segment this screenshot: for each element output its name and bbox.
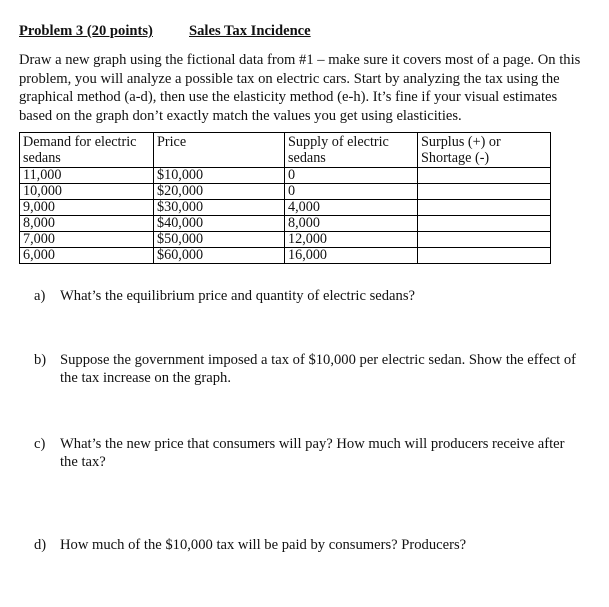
table-row (20, 200, 551, 216)
table-header-row (20, 133, 551, 168)
price-cell: $50,000 (154, 232, 285, 248)
intro-line: based on the graph don’t exactly match the values you get using elasticities. (19, 107, 462, 124)
demand-cell: 7,000 (20, 232, 154, 248)
problem-header (19, 23, 311, 40)
supply-cell: 4,000 (285, 200, 418, 216)
problem-label: Problem 3 (20 points) (19, 23, 153, 39)
demand-cell: 10,000 (20, 184, 154, 200)
question-b (34, 351, 579, 387)
price-cell: $40,000 (154, 216, 285, 232)
header-supply: Supply of electric sedans (285, 133, 418, 168)
supply-cell: 12,000 (285, 232, 418, 248)
supply-cell: 16,000 (285, 248, 418, 264)
question-label: c) (34, 436, 46, 452)
question-text: Suppose the government imposed a tax of $10,000 per electric sedan. Show the effect of the tax increase on the graph. (60, 352, 577, 386)
problem-title: Sales Tax Incidence (189, 23, 311, 39)
surplus-cell (418, 184, 551, 200)
demand-cell: 11,000 (20, 168, 154, 184)
price-cell: $30,000 (154, 200, 285, 216)
header-demand: Demand for electric sedans (20, 133, 154, 168)
header-surplus-shortage: Surplus (+) or Shortage (-) (418, 133, 551, 168)
demand-cell: 8,000 (20, 216, 154, 232)
table-row (20, 168, 551, 184)
question-text: What’s the equilibrium price and quantity of electric sedans? (60, 288, 415, 304)
question-text: What’s the new price that consumers will pay? How much will producers receive after the tax? (60, 436, 565, 470)
question-d (34, 536, 579, 554)
demand-cell: 9,000 (20, 200, 154, 216)
question-label: a) (34, 288, 46, 304)
intro-line: problem, you will analyze a possible tax on electric cars. Start by analyzing the tax using the (19, 70, 560, 87)
table-row (20, 216, 551, 232)
price-cell: $20,000 (154, 184, 285, 200)
question-a (34, 287, 579, 305)
supply-cell: 0 (285, 184, 418, 200)
supply-demand-table (19, 132, 551, 264)
surplus-cell (418, 248, 551, 264)
question-text: How much of the $10,000 tax will be paid by consumers? Producers? (60, 537, 467, 553)
question-label: b) (34, 352, 47, 368)
intro-paragraph (19, 51, 591, 125)
supply-cell: 8,000 (285, 216, 418, 232)
surplus-cell (418, 168, 551, 184)
price-cell: $60,000 (154, 248, 285, 264)
surplus-cell (418, 232, 551, 248)
table-row (20, 232, 551, 248)
surplus-cell (418, 200, 551, 216)
table-row (20, 184, 551, 200)
price-cell: $10,000 (154, 168, 285, 184)
intro-line: Draw a new graph using the fictional data from #1 – make sure it covers most of a page. On this (19, 52, 581, 68)
header-price: Price (154, 133, 285, 168)
table-row (20, 248, 551, 264)
demand-cell: 6,000 (20, 248, 154, 264)
question-label: d) (34, 537, 47, 553)
supply-cell: 0 (285, 168, 418, 184)
surplus-cell (418, 216, 551, 232)
question-c (34, 435, 579, 471)
intro-line: graphical method (a-d), then use the elasticity method (e-h). It’s fine if your visual estimates (19, 89, 558, 105)
